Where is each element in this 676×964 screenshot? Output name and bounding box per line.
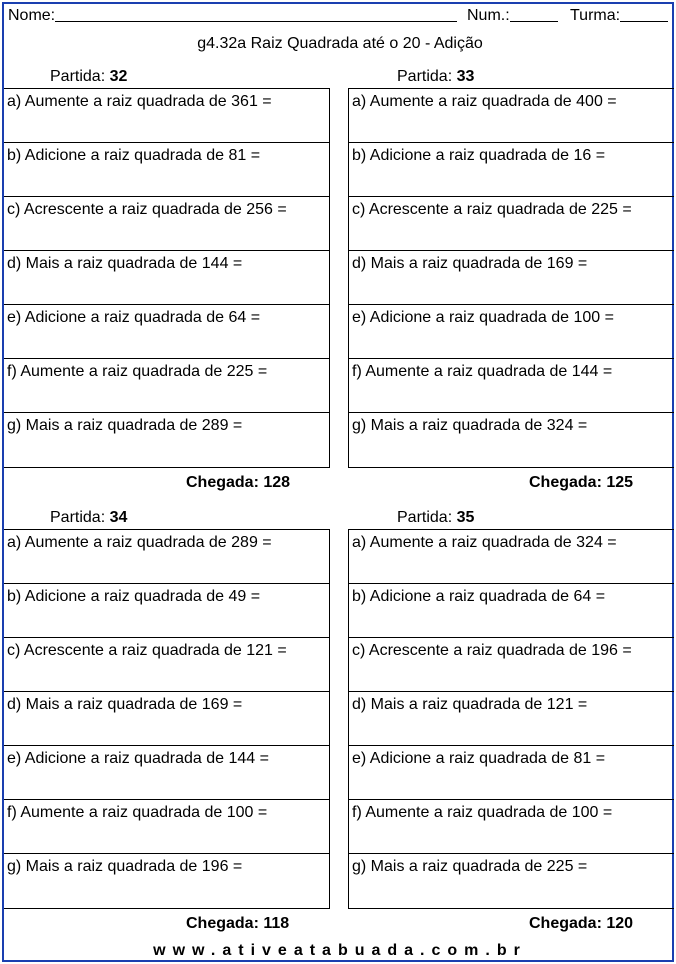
chegada-value: 128 <box>263 474 291 491</box>
partida-heading <box>397 68 474 86</box>
number-label: Num.: <box>467 7 510 24</box>
class-blank <box>620 7 668 22</box>
question-row[interactable]: c) Acrescente a raiz quadrada de 196 = <box>349 638 674 692</box>
question-row[interactable]: c) Acrescente a raiz quadrada de 225 = <box>349 197 674 251</box>
chegada-label: Chegada: <box>186 474 259 491</box>
chegada-result <box>529 915 633 933</box>
question-row[interactable]: b) Adicione a raiz quadrada de 16 = <box>349 143 674 197</box>
chegada-label: Chegada: <box>529 915 602 932</box>
partida-value: 34 <box>109 509 128 526</box>
question-row[interactable]: g) Mais a raiz quadrada de 324 = <box>352 417 588 434</box>
question-row[interactable]: a) Aumente a raiz quadrada de 289 = <box>4 530 329 584</box>
chegada-value: 125 <box>606 474 634 491</box>
question-row[interactable]: c) Acrescente a raiz quadrada de 121 = <box>4 638 329 692</box>
chegada-result <box>186 474 290 492</box>
partida-label: Partida: <box>50 509 106 526</box>
number-field[interactable] <box>467 7 510 25</box>
question-row[interactable]: d) Mais a raiz quadrada de 169 = <box>4 692 329 746</box>
question-row[interactable]: f) Aumente a raiz quadrada de 100 = <box>4 800 329 854</box>
question-row[interactable]: c) Acrescente a raiz quadrada de 256 = <box>4 197 329 251</box>
chegada-label: Chegada: <box>529 474 602 491</box>
name-blank <box>55 7 457 22</box>
chegada-result <box>186 915 289 933</box>
question-list <box>348 88 674 468</box>
chegada-result <box>529 474 633 492</box>
question-row[interactable]: b) Adicione a raiz quadrada de 49 = <box>4 584 329 638</box>
question-row[interactable]: b) Adicione a raiz quadrada de 64 = <box>349 584 674 638</box>
chegada-value: 120 <box>606 915 634 932</box>
partida-value: 32 <box>109 68 128 85</box>
page-title: g4.32a Raiz Quadrada até o 20 - Adição <box>197 35 483 52</box>
worksheet-page <box>2 2 674 962</box>
name-field[interactable] <box>8 7 55 25</box>
chegada-label: Chegada: <box>186 915 259 932</box>
question-row[interactable]: a) Aumente a raiz quadrada de 400 = <box>349 89 674 143</box>
website-footer: www.ativeatabuada.com.br <box>153 942 527 959</box>
question-row[interactable]: g) Mais a raiz quadrada de 289 = <box>7 417 243 434</box>
question-row[interactable]: f) Aumente a raiz quadrada de 100 = <box>349 800 674 854</box>
question-row[interactable]: g) Mais a raiz quadrada de 225 = <box>352 858 588 875</box>
student-header <box>6 7 670 27</box>
question-row[interactable]: e) Adicione a raiz quadrada de 100 = <box>349 305 674 359</box>
question-list <box>4 88 330 468</box>
partida-label: Partida: <box>397 509 453 526</box>
partida-label: Partida: <box>397 68 453 85</box>
chegada-value: 118 <box>263 915 290 932</box>
partida-heading <box>397 509 474 527</box>
partida-value: 35 <box>456 509 475 526</box>
question-row[interactable]: e) Adicione a raiz quadrada de 144 = <box>4 746 329 800</box>
name-label: Nome: <box>8 7 56 24</box>
question-row[interactable]: d) Mais a raiz quadrada de 121 = <box>349 692 674 746</box>
class-label: Turma: <box>570 7 621 24</box>
question-row[interactable]: e) Adicione a raiz quadrada de 64 = <box>4 305 329 359</box>
class-field[interactable] <box>570 7 620 25</box>
question-row[interactable]: a) Aumente a raiz quadrada de 361 = <box>4 89 329 143</box>
question-row[interactable]: f) Aumente a raiz quadrada de 225 = <box>4 359 329 413</box>
question-list <box>4 529 330 909</box>
question-row[interactable]: f) Aumente a raiz quadrada de 144 = <box>349 359 674 413</box>
partida-heading <box>50 68 127 86</box>
question-list <box>348 529 674 909</box>
question-row[interactable]: d) Mais a raiz quadrada de 144 = <box>4 251 329 305</box>
partida-label: Partida: <box>50 68 106 85</box>
partida-heading <box>50 509 127 527</box>
question-row[interactable]: e) Adicione a raiz quadrada de 81 = <box>349 746 674 800</box>
partida-value: 33 <box>456 68 475 85</box>
question-row[interactable]: b) Adicione a raiz quadrada de 81 = <box>4 143 329 197</box>
question-row[interactable]: d) Mais a raiz quadrada de 169 = <box>349 251 674 305</box>
question-row[interactable]: a) Aumente a raiz quadrada de 324 = <box>349 530 674 584</box>
number-blank <box>510 7 558 22</box>
question-row[interactable]: g) Mais a raiz quadrada de 196 = <box>7 858 243 875</box>
